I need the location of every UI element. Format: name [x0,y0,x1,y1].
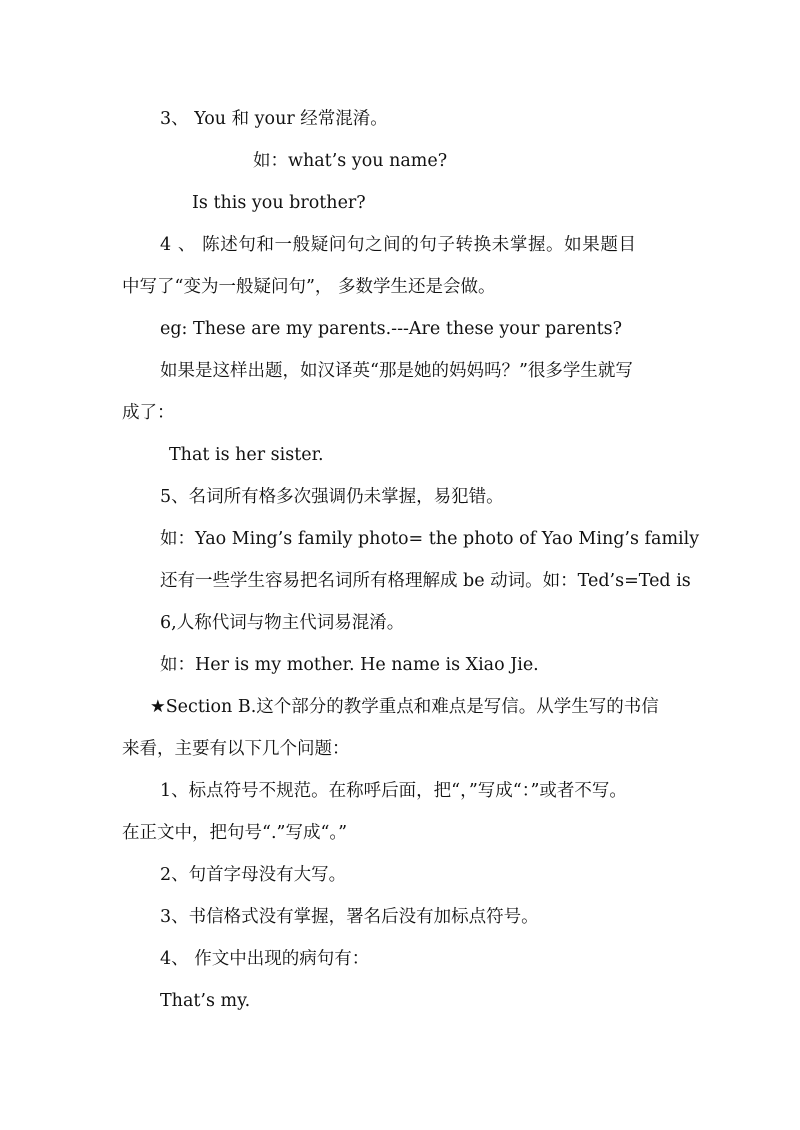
text-line: 成了： [122,403,175,423]
text-line: 4 、 陈述句和一般疑问句之间的句子转换未掌握。如果题目 [160,235,637,255]
text-line: 2、句首字母没有大写。 [160,865,347,885]
text-line: 3、 You 和 your 经常混淆。 [160,109,388,129]
text-line: That’s my. [160,991,251,1011]
text-line: 3、书信格式没有掌握，署名后没有加标点符号。 [160,907,539,927]
text-line: 4、 作文中出现的病句有： [160,949,370,969]
text-line: 在正文中，把句号“.”写成“。” [122,823,348,843]
text-line: 如：what’s you name? [253,151,448,171]
text-line: 还有一些学生容易把名词所有格理解成 be 动词。如：Ted’s=Ted is [160,571,691,591]
text-line: eg: These are my parents.---Are these your parents? [160,319,623,339]
text-line: 来看，主要有以下几个问题： [122,739,350,759]
text-line: Is this you brother? [192,193,366,213]
text-line: That is her sister. [169,445,324,465]
text-line: 中写了“变为一般疑问句”， 多数学生还是会做。 [122,277,496,297]
text-line: ★Section B.这个部分的教学重点和难点是写信。从学生写的书信 [150,697,659,717]
text-line: 6,人称代词与物主代词易混淆。 [160,613,405,633]
text-line: 5、名词所有格多次强调仍未掌握，易犯错。 [160,487,504,507]
text-line: 如果是这样出题，如汉译英“那是她的妈妈吗？”很多学生就写 [160,361,633,381]
text-line: 如：Her is my mother. He name is Xiao Jie. [160,655,539,675]
text-line: 1、标点符号不规范。在称呼后面，把“，”写成“：”或者不写。 [160,781,627,801]
text-line: 如：Yao Ming’s family photo= the photo of Yao Ming’s family [160,529,700,549]
